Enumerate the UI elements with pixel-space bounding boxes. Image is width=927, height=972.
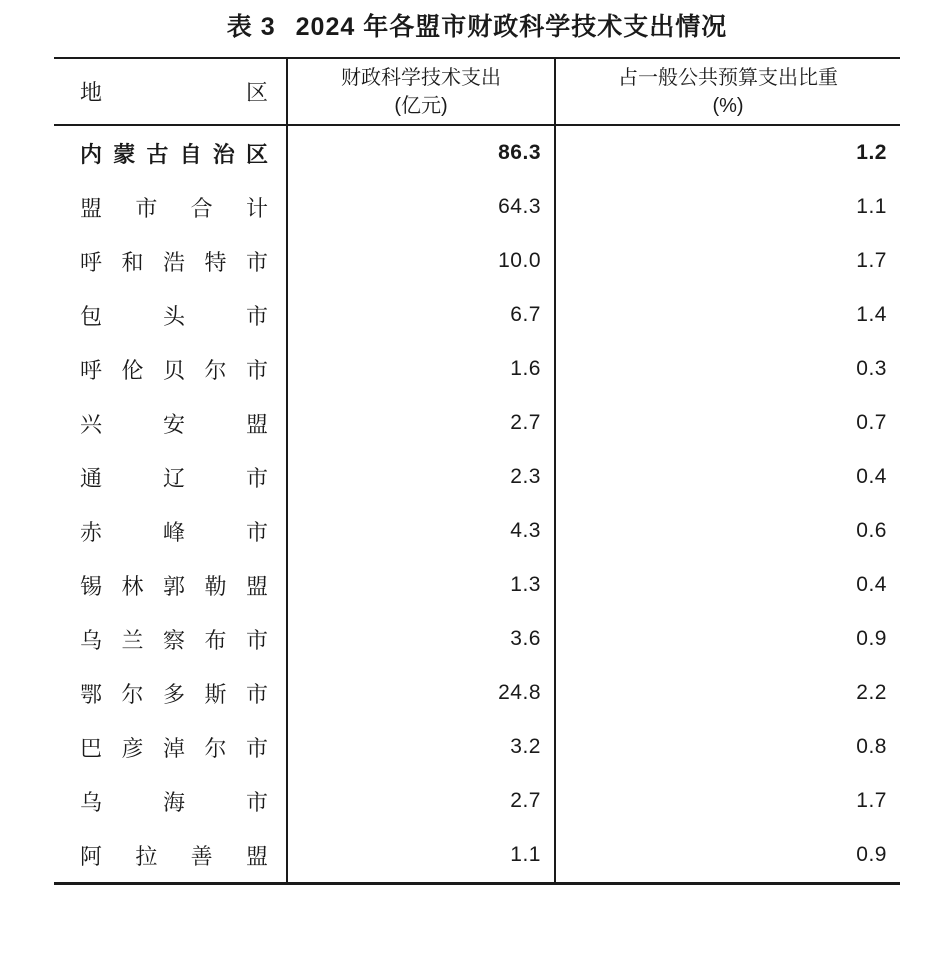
share-value: 1.7: [554, 774, 900, 828]
region-name: 巴 彦 淖 尔 市: [80, 735, 268, 761]
expenditure-value: 1.1: [286, 828, 554, 882]
header-expenditure: [286, 59, 554, 124]
region-name: 内 蒙 古 自 治 区: [80, 141, 268, 167]
share-value: 0.6: [554, 504, 900, 558]
table-row: [54, 612, 900, 666]
header-expenditure-unit: (亿元): [394, 94, 448, 117]
expenditure-value: 4.3: [286, 504, 554, 558]
table-number: 表 3: [226, 13, 276, 41]
page-title: [54, 9, 900, 45]
expenditure-value: 1.6: [286, 342, 554, 396]
expenditure-value: 2.7: [286, 396, 554, 450]
header-region-label: 地 区: [80, 80, 268, 105]
share-value: 1.7: [554, 234, 900, 288]
share-value: 1.1: [554, 180, 900, 234]
header-share-line1: 占一般公共预算支出比重: [618, 66, 838, 89]
expenditure-value: 6.7: [286, 288, 554, 342]
region-name: 阿 拉 善 盟: [80, 843, 268, 869]
region-name: 包 头 市: [80, 303, 268, 329]
table-row: [54, 450, 900, 504]
table-row: [54, 396, 900, 450]
share-value: 0.9: [554, 828, 900, 882]
region-name: 呼 和 浩 特 市: [80, 249, 268, 275]
region-name: 盟 市 合 计: [80, 195, 268, 221]
table-row: [54, 828, 900, 882]
expenditure-value: 3.6: [286, 612, 554, 666]
table-row: [54, 126, 900, 180]
region-name: 乌 兰 察 布 市: [80, 627, 268, 653]
table-row: [54, 504, 900, 558]
share-value: 0.8: [554, 720, 900, 774]
table-title-text: 2024 年各盟市财政科学技术支出情况: [295, 13, 728, 41]
region-name: 乌 海 市: [80, 789, 268, 815]
table-row: [54, 180, 900, 234]
share-value: 0.9: [554, 612, 900, 666]
share-value: 1.4: [554, 288, 900, 342]
expenditure-value: 3.2: [286, 720, 554, 774]
table-row: [54, 558, 900, 612]
table-row: [54, 666, 900, 720]
share-value: 0.4: [554, 558, 900, 612]
share-value: 0.7: [554, 396, 900, 450]
expenditure-value: 10.0: [286, 234, 554, 288]
table-row: [54, 720, 900, 774]
region-name: 赤 峰 市: [80, 519, 268, 545]
expenditure-value: 2.3: [286, 450, 554, 504]
expenditure-value: 86.3: [286, 126, 554, 180]
header-region: [54, 59, 286, 124]
expenditure-value: 2.7: [286, 774, 554, 828]
expenditure-value: 24.8: [286, 666, 554, 720]
region-name: 兴 安 盟: [80, 411, 268, 437]
table-row: [54, 342, 900, 396]
table-row: [54, 234, 900, 288]
header-share: [554, 59, 900, 124]
share-value: 0.3: [554, 342, 900, 396]
region-name: 锡 林 郭 勒 盟: [80, 573, 268, 599]
region-name: 鄂 尔 多 斯 市: [80, 681, 268, 707]
table-row: [54, 288, 900, 342]
table-row: [54, 774, 900, 828]
header-share-unit: (%): [712, 94, 744, 117]
expenditure-value: 1.3: [286, 558, 554, 612]
header-expenditure-line1: 财政科学技术支出: [341, 66, 501, 89]
region-name: 通 辽 市: [80, 465, 268, 491]
table-header-row: [54, 59, 900, 126]
share-value: 1.2: [554, 126, 900, 180]
share-value: 0.4: [554, 450, 900, 504]
expenditure-value: 64.3: [286, 180, 554, 234]
share-value: 2.2: [554, 666, 900, 720]
region-name: 呼 伦 贝 尔 市: [80, 357, 268, 383]
statistics-table: [54, 57, 900, 885]
